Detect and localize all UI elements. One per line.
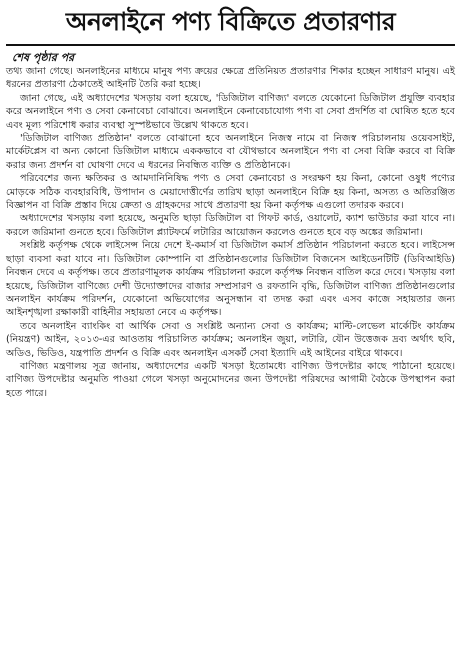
article-paragraph: সংশ্লিষ্ট কর্তৃপক্ষ থেকে লাইসেন্স নিয়ে দেশে ই-কমার্স বা ডিজিটাল কমার্স প্রতিষ্ঠান পরিচালনা করতে হবে। লাইসেন্স ছাড়া ব্যবসা করা যাবে না। ডিজিটাল কোম্পানি বা প্রতিষ্ঠানগুলোর ডিজিটাল বিজনেস আইডেনটিটি (ডিবিআইডি) নিবন্ধন দেবে এ কর্তৃপক্ষ। তবে প্রতারণামূলক কার্যক্রম পরিচালনা করলে কর্তৃপক্ষ নিবন্ধন বাতিল করে দেবে। খসড়ায় বলা হয়েছে, ডিজিটাল বাণিজ্যে দেশী উদ্যোক্তাদের বাজার সম্প্রসারণ ও রফতানি বৃদ্ধি, ডিজিটাল বাণিজ্য প্রতিষ্ঠানগুলোর অনলাইন কার্যক্রম পরিদর্শন, যেকোনো অভিযোগের অনুসন্ধান বা তদন্ত করা এবং এসব কাজে সহায়তার জন্য আইনশৃঙ্খলা রক্ষাকারী বাহিনীর সহায়তা নেবে এ কর্তৃপক্ষ।: [6, 240, 455, 319]
article-paragraph: পরিবেশের জন্য ক্ষতিকর ও আমদানিনিষিদ্ধ পণ্য ও সেবা কেনাবেচা ও সংরক্ষণ হয় কিনা, কোনো ওষুধ পণ্যের মোড়কে সঠিক ব্যবহারবিধি, উপাদান ও মেয়াদোত্তীর্ণের তারিখ ছাড়া অনলাইনে বিক্রি হয় কিনা, অসত্য ও অতিরঞ্জিত বিজ্ঞাপন বা বিক্রি প্রস্তাব দিয়ে ক্রেতা ও গ্রাহকদের সাথে প্রতারণা হয় কিনা কর্তৃপক্ষ এগুলো তদারক করবে।: [6, 173, 455, 212]
headline-divider: [6, 44, 455, 46]
article-paragraph: তবে অনলাইন ব্যাংকিং বা আর্থিক সেবা ও সংশ্লিষ্ট অন্যান্য সেবা ও কার্যক্রম; মাল্টি-লেভেল মার্কেটিং কার্যক্রম (নিয়ন্ত্রণ) আইন, ২০১৩-এর আওতায় পরিচালিত কার্যক্রম; অনলাইন জুয়া, লটারি, যৌন উত্তেজক দ্রব্য অর্থাৎ ছবি, অডিও, ভিডিও, যন্ত্রপাতি প্রদর্শন ও বিক্রি এবং অনলাইন এসকর্ট সেবা ইত্যাদি এই আইনের বাইরে থাকবে।: [6, 320, 455, 359]
article-paragraph: 'ডিজিটাল বাণিজ্য প্রতিষ্ঠান' বলতে বোঝানো হবে অনলাইনে নিজস্ব নামে বা নিজস্ব পরিচালনায় ওয়েবসাইট, মার্কেটপ্লেস বা অন্য কোনো ডিজিটাল মাধ্যমে এককভাবে বা যৌথভাবে অনলাইনে পণ্য বা সেবা বিক্রি করবে বা বিক্রি করার জন্য প্রদর্শন বা ঘোষণা দেবে এ ধরনের নিবন্ধিত ব্যক্তি ও প্রতিষ্ঠানকে।: [6, 133, 455, 171]
continued-from-label: শেষ পৃষ্ঠার পর: [12, 51, 75, 64]
article-paragraph: তথ্য জানা গেছে। অনলাইনের মাধ্যমে মানুষ পণ্য ক্রয়ের ক্ষেত্রে প্রতিনিয়ত প্রতারণার শিকার হচ্ছেন সাধারণ মানুষ। এই ধরনের প্রতারণা ঠেকাতেই আইনটি তৈরি করা হচ্ছে।: [6, 66, 455, 91]
article-paragraph: বাণিজ্য মন্ত্রণালয় সূত্র জানায়, অধ্যাদেশের একটি খসড়া ইতোমধ্যে বাণিজ্য উপদেষ্টার কাছে পাঠানো হয়েছে। বাণিজ্য উপদেষ্টার অনুমতি পাওয়া গেলে খসড়া অনুমোদনের জন্য উপদেষ্টা পরিষদের আগামী বৈঠকে উপস্থাপন করা হতে পারে।: [6, 360, 455, 399]
headline: অনলাইনে পণ্য বিক্রিতে প্রতারণার: [65, 7, 396, 36]
news-clipping: [0, 4, 461, 652]
article-body: [6, 65, 455, 400]
article-paragraph: অধ্যাদেশের খসড়ায় বলা হয়েছে, অনুমতি ছাড়া ডিজিটাল বা গিফট কার্ড, ওয়ালেট, ক্যাশ ভাউচার করা যাবে না। করলে জরিমানা গুনতে হবে। ডিজিটাল প্ল্যাটফর্মে লটারির আয়োজন করলেও গুনতে হবে বড় অঙ্কের জরিমানা।: [6, 213, 455, 238]
article-paragraph: জানা গেছে, এই অধ্যাদেশের খসড়ায় বলা হয়েছে, 'ডিজিটাল বাণিজ্য' বলতে যেকোনো ডিজিটাল প্রযুক্তি ব্যবহার করে অনলাইনে পণ্য ও সেবা কেনাবেচা বোঝাবে। অনলাইনে কেনাবেচাযোগ্য পণ্য বা সেবা প্রদর্শিত বা ঘোষিত হতে হবে এবং মূল্য পরিশোধ করার ব্যবস্থা সুস্পষ্টভাবে উল্লেখ থাকতে হবে।: [6, 92, 455, 131]
